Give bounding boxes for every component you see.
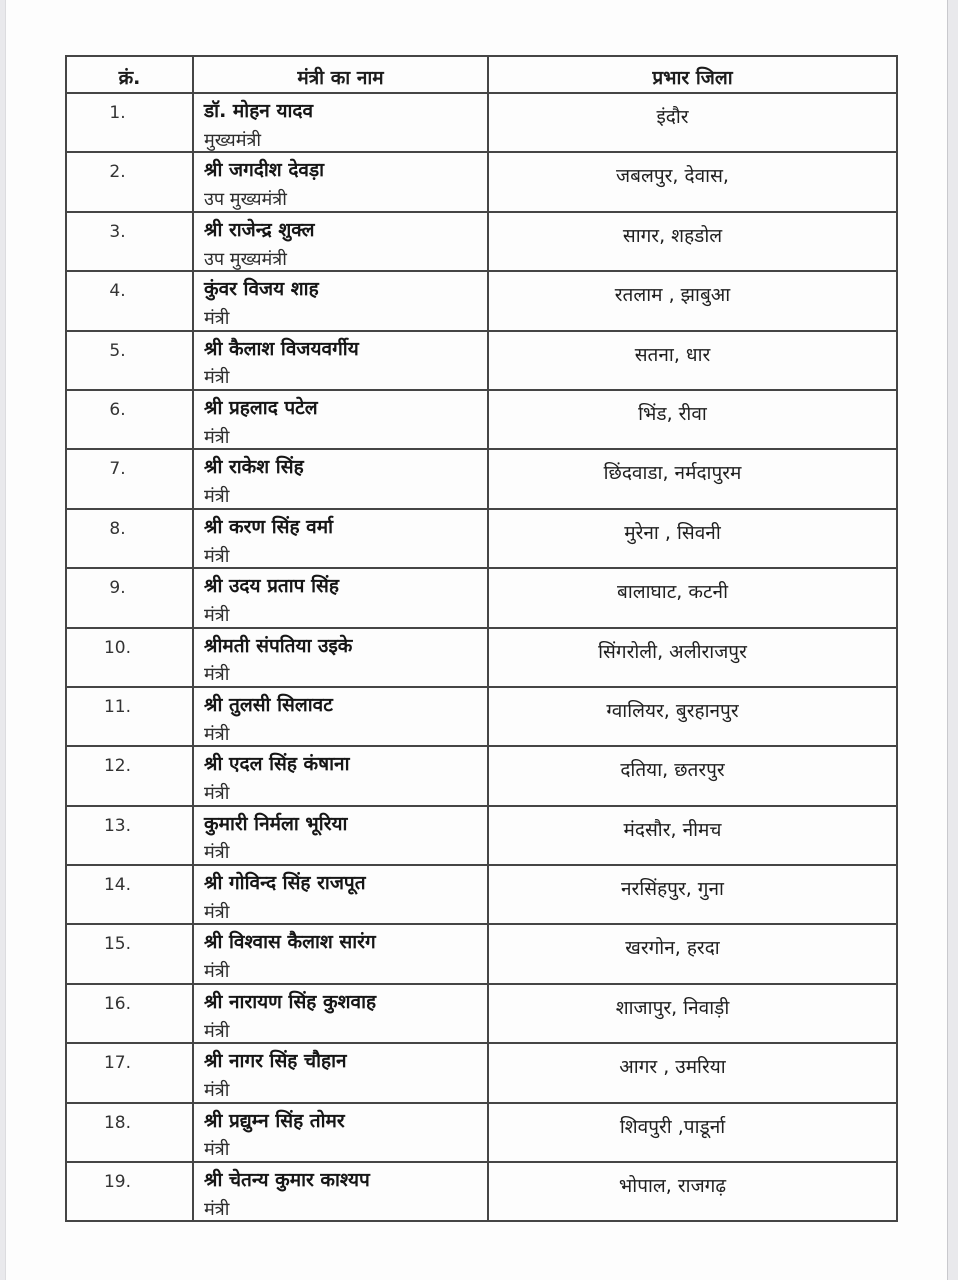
minister-cell [193,1162,488,1221]
district-cell: रतलाम , झाबुआ [488,271,897,330]
table-row [66,271,897,330]
minister-role: उप मुख्यमंत्री [204,248,287,270]
table-row [66,687,897,746]
table-row [66,806,897,865]
serial-number: 6. [66,390,193,449]
minister-role: मुख्यमंत्री [204,129,262,151]
serial-number: 10. [66,628,193,687]
district-cell: दतिया, छतरपुर [488,746,897,805]
serial-number: 2. [66,152,193,211]
serial-number: 5. [66,331,193,390]
district-cell: शिवपुरी ,पाडूर्ना [488,1103,897,1162]
minister-name: श्री चेतन्य कुमार काश्यप [204,1169,370,1192]
table-row [66,746,897,805]
serial-number: 1. [66,93,193,152]
minister-role: मंत्री [204,1198,230,1220]
district-cell: आगर , उमरिया [488,1043,897,1102]
minister-name: श्री विश्वास कैलाश सारंग [204,931,376,954]
minister-name: श्री गोविन्द सिंह राजपूत [204,872,366,895]
minister-cell [193,152,488,211]
minister-role: मंत्री [204,901,230,923]
minister-cell [193,865,488,924]
serial-number: 12. [66,746,193,805]
minister-role: मंत्री [204,842,230,864]
minister-role: मंत्री [204,1080,230,1102]
minister-name: डॉ. मोहन यादव [204,100,314,122]
district-cell: भोपाल, राजगढ़ [488,1162,897,1221]
district-cell: नरसिंहपुर, गुना [488,865,897,924]
district-cell: खरगोन, हरदा [488,924,897,983]
table-row [66,984,897,1043]
column-header-serial: क्रं. [66,56,193,93]
district-cell: सतना, धार [488,331,897,390]
minister-cell [193,984,488,1043]
minister-cell [193,568,488,627]
serial-number: 15. [66,924,193,983]
minister-cell [193,212,488,271]
serial-number: 18. [66,1103,193,1162]
table-row [66,924,897,983]
minister-cell [193,746,488,805]
serial-number: 4. [66,271,193,330]
minister-cell [193,509,488,568]
minister-role: उप मुख्यमंत्री [204,189,287,211]
district-cell: भिंड, रीवा [488,390,897,449]
district-cell: बालाघाट, कटनी [488,568,897,627]
minister-cell [193,93,488,152]
column-header-name: मंत्री का नाम [193,56,488,93]
minister-cell [193,687,488,746]
serial-number: 11. [66,687,193,746]
district-cell: इंदौर [488,93,897,152]
minister-role: मंत्री [204,307,230,329]
table-row [66,865,897,924]
minister-name: श्री राजेन्द्र शुक्ल [204,218,315,241]
district-cell: छिंदवाडा, नर्मदापुरम [488,449,897,508]
table-row [66,1043,897,1102]
ministers-districts-table [65,55,898,1222]
minister-role: मंत्री [204,783,230,805]
column-header-district: प्रभार जिला [488,56,897,93]
minister-cell [193,924,488,983]
minister-name: श्री प्रहलाद पटेल [204,396,318,419]
district-cell: सिंगरोली, अलीराजपुर [488,628,897,687]
minister-name: श्री नागर सिंह चौहान [204,1050,347,1073]
table-row [66,93,897,152]
minister-name: श्री करण सिंह वर्मा [204,515,334,538]
table-row [66,509,897,568]
minister-name: श्री राकेश सिंह [204,456,304,479]
minister-role: मंत्री [204,1139,230,1161]
district-cell: शाजापुर, निवाड़ी [488,984,897,1043]
serial-number: 19. [66,1162,193,1221]
minister-name: श्री उदय प्रताप सिंह [204,575,339,598]
minister-role: मंत्री [204,664,230,686]
serial-number: 3. [66,212,193,271]
serial-number: 17. [66,1043,193,1102]
page-edge-right [947,0,958,1280]
minister-cell [193,806,488,865]
minister-cell [193,1043,488,1102]
minister-role: मंत्री [204,604,230,626]
minister-name: श्री नारायण सिंह कुशवाह [204,990,377,1013]
table-row [66,390,897,449]
minister-role: मंत्री [204,367,230,389]
table-row [66,1162,897,1221]
minister-name: श्री कैलाश विजयवर्गीय [204,337,359,360]
minister-role: मंत्री [204,545,230,567]
minister-role: मंत्री [204,426,230,448]
minister-cell [193,331,488,390]
district-cell: जबलपुर, देवास, [488,152,897,211]
minister-cell [193,628,488,687]
serial-number: 8. [66,509,193,568]
minister-cell [193,390,488,449]
minister-role: मंत्री [204,486,230,508]
table-row [66,212,897,271]
serial-number: 16. [66,984,193,1043]
serial-number: 13. [66,806,193,865]
table-row [66,568,897,627]
minister-name: कुमारी निर्मला भूरिया [204,812,348,835]
minister-role: मंत्री [204,1020,230,1042]
minister-name: श्री जगदीश देवड़ा [204,159,325,182]
serial-number: 7. [66,449,193,508]
minister-role: मंत्री [204,723,230,745]
minister-name: श्री प्रद्युम्न सिंह तोमर [204,1109,345,1132]
minister-name: श्री तुलसी सिलावट [204,693,333,716]
serial-number: 9. [66,568,193,627]
district-cell: ग्वालियर, बुरहानपुर [488,687,897,746]
minister-cell [193,449,488,508]
table-row [66,331,897,390]
page-edge-left [0,0,6,1280]
minister-name: श्री एदल सिंह कंषाना [204,753,350,776]
table-row [66,628,897,687]
table-row [66,1103,897,1162]
minister-cell [193,1103,488,1162]
district-cell: मंदसौर, नीमच [488,806,897,865]
minister-name: श्रीमती संपतिया उइके [204,634,353,657]
minister-cell [193,271,488,330]
district-cell: सागर, शहडोल [488,212,897,271]
table-row [66,449,897,508]
header-row [66,56,897,93]
serial-number: 14. [66,865,193,924]
minister-name: कुंवर विजय शाह [204,278,319,301]
district-cell: मुरेना , सिवनी [488,509,897,568]
minister-role: मंत्री [204,961,230,983]
table-row [66,152,897,211]
